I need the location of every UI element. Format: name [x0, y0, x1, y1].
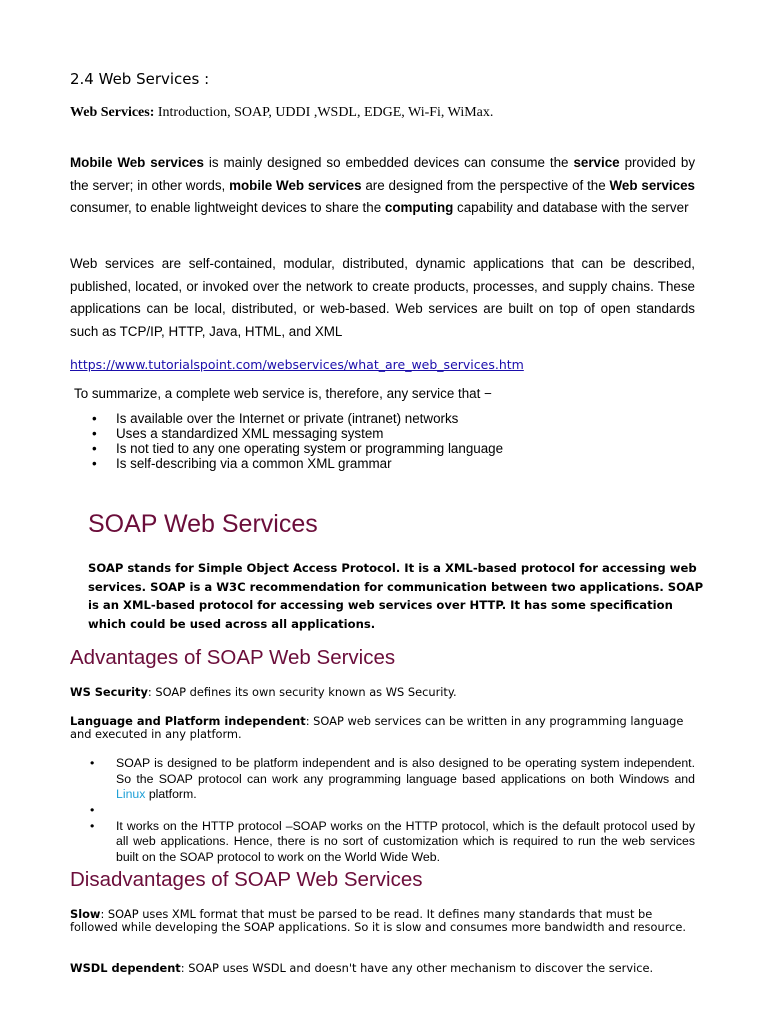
language-platform-label: Language and Platform independent — [70, 714, 306, 728]
list-item: • Is available over the Internet or private (intranet) networks — [70, 411, 710, 426]
summary-bullet-list — [70, 411, 710, 471]
text-run: SOAP is designed to be platform independent and is also designed to be operating system independent. So the SOAP protocol can work any programming language based applications on both Windows and — [116, 756, 695, 786]
bold-term: Mobile Web services — [70, 155, 204, 170]
slow-line — [70, 908, 695, 933]
ws-security-text: : SOAP defines its own security known as WS Security. — [147, 685, 457, 699]
wsdl-dependent-label: WSDL dependent — [70, 961, 181, 975]
language-platform-line — [70, 715, 695, 740]
slow-label: Slow — [70, 907, 101, 921]
text-run: consumer, to enable lightweight devices to share the — [70, 200, 385, 215]
text-run: platform. — [145, 787, 197, 801]
topics-line — [70, 105, 493, 121]
list-item: • Is self-describing via a common XML grammar — [70, 456, 710, 471]
list-item: • Is not tied to any one operating system or programming language — [70, 441, 710, 456]
disadvantages-title: Disadvantages of SOAP Web Services — [70, 868, 423, 891]
mobile-web-services-paragraph — [70, 152, 695, 220]
wsdl-dependent-line — [70, 962, 695, 975]
slow-text: : SOAP uses XML format that must be parsed to be read. It defines many standards that must be followed while developing the SOAP applications. So it is slow and consumes more bandwidth and resource. — [70, 907, 686, 934]
advantages-bullet-list — [70, 756, 695, 865]
bold-term: mobile Web services — [229, 177, 362, 193]
soap-description: SOAP stands for Simple Object Access Protocol. It is a XML-based protocol for accessing web services. SOAP is a W3C recommendation for communication between two applications. SOAP is an XML-based protocol for accessing web services over HTTP. It has some specification which could be used across all applications. — [88, 561, 704, 631]
text-run: provided by the server; in other words, — [70, 155, 696, 193]
language-platform-text: : SOAP web services can be written in any programming language and executed in any platform. — [70, 714, 684, 741]
ws-security-line — [70, 686, 695, 699]
summary-text: To summarize, a complete web service is, therefore, any service that − — [74, 386, 492, 401]
section-heading: 2.4 Web Services : — [70, 70, 210, 88]
advantages-title: Advantages of SOAP Web Services — [70, 646, 396, 669]
text-run: are designed from the perspective of the — [361, 177, 610, 193]
ws-security-label: WS Security — [70, 685, 148, 699]
text-run: capability and database with the server — [453, 200, 689, 215]
list-item — [70, 756, 695, 803]
topics-label: Web Services: — [70, 105, 155, 120]
web-services-definition-paragraph: Web services are self-contained, modular, distributed, dynamic applications that can be described, published, located, or invoked over the network to create products, processes, and supply chains. These applications can be local, distributed, or web-based. Web services are built on top of open standards such as TCP/IP, HTTP, Java, HTML, and XML — [70, 256, 695, 339]
linux-link[interactable]: Linux — [116, 787, 146, 801]
list-item: • Uses a standardized XML messaging system — [70, 426, 710, 441]
tutorialspoint-link[interactable]: https://www.tutorialspoint.com/webservices/what_are_web_services.htm — [70, 357, 524, 372]
soap-title: SOAP Web Services — [88, 510, 318, 538]
bold-term: service — [573, 155, 620, 170]
topics-text: Introduction, SOAP, UDDI ,WSDL, EDGE, Wi-Fi, WiMax. — [154, 105, 494, 120]
list-item: • It works on the HTTP protocol –SOAP works on the HTTP protocol, which is the default protocol used by all web applications. Hence, there is no sort of customization which is required to run the web services built on the SOAP protocol to work on the World Wide Web. — [70, 819, 695, 866]
text-run: is mainly designed so embedded devices can consume the — [203, 155, 574, 170]
wsdl-dependent-text: : SOAP uses WSDL and doesn't have any other mechanism to discover the service. — [180, 961, 654, 975]
bold-term: Web services — [609, 177, 695, 193]
bold-term: computing — [384, 200, 454, 215]
empty-list-item — [70, 803, 695, 819]
